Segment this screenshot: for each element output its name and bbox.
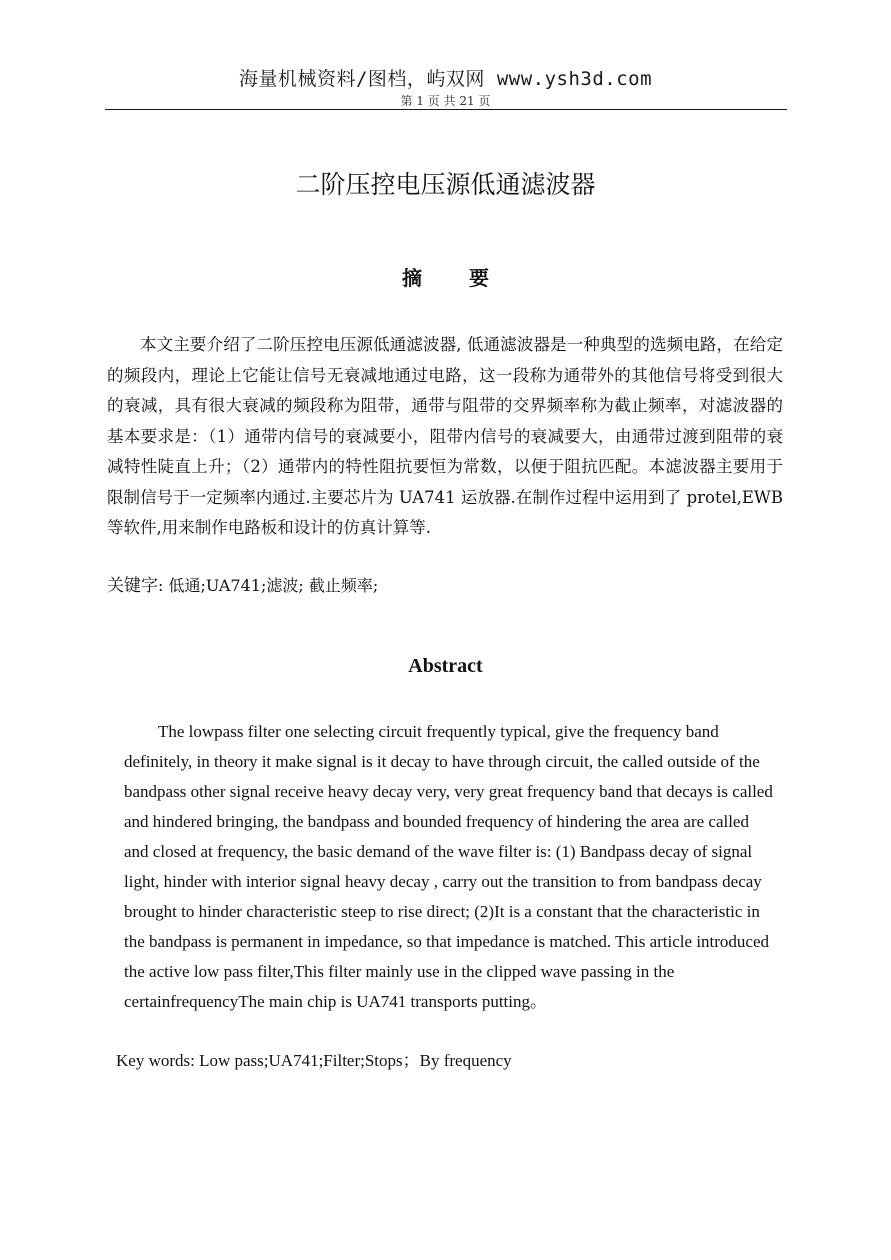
document-title: 二阶压控电压源低通滤波器 xyxy=(295,170,596,199)
abstract-en-heading: Abstract xyxy=(408,655,483,677)
keywords-cn-label: 关键字 xyxy=(107,576,158,596)
keywords-en: Key words: Low pass;UA741;Filter;Stops；By frequency xyxy=(116,1051,512,1070)
header-divider xyxy=(105,109,787,110)
keywords-cn xyxy=(107,571,783,601)
header-page-info: 第 1 页 共 21 页 xyxy=(400,94,491,108)
abstract-cn-heading: 摘 要 xyxy=(402,266,509,290)
abstract-en-body: The lowpass filter one selecting circuit frequently typical, give the frequency band definitely, in theory it make signal is it decay to have through circuit, the called outside of the bandpass other signal receive heavy decay very, very great frequency band that decays is called and hindered bringing, the bandpass and bounded frequency of hindering the area are called and closed at frequency, the basic demand of the wave filter is: (1) Bandpass decay of signal light, hinder with interior signal heavy decay , carry out the transition to from bandpass decay brought to hinder characteristic steep to rise direct; (2)It is a constant that the characteristic in the bandpass is permanent in impedance, so that impedance is matched. This article introduced the active low pass filter,This filter mainly use in the clipped wave passing in the certainfrequencyThe main chip is UA741 transports putting。 xyxy=(124,722,773,1011)
header-site-line: 海量机械资料/图档，屿双网 www.ysh3d.com xyxy=(238,68,653,90)
abstract-cn-body: 本文主要介绍了二阶压控电压源低通滤波器, 低通滤波器是一种典型的选频电路，在给定的频段内，理论上它能让信号无衰减地通过电路，这一段称为通带外的其他信号将受到很大的衰减，具有很大衰减的频段称为阻带，通带与阻带的交界频率称为截止频率，对滤波器的基本要求是：（1）通带内信号的衰减要小，阻带内信号的衰减要大，由通带过渡到阻带的衰减特性陡直上升；（2）通带内的特性阻抗要恒为常数，以便于阻抗匹配。本滤波器主要用于限制信号于一定频率内通过.主要芯片为 UA741 运放器.在制作过程中运用到了 protel,EWB 等软件,用来制作电路板和设计的仿真计算等. xyxy=(107,335,783,537)
keywords-cn-text: : 低通;UA741;滤波; 截止频率; xyxy=(158,576,379,595)
